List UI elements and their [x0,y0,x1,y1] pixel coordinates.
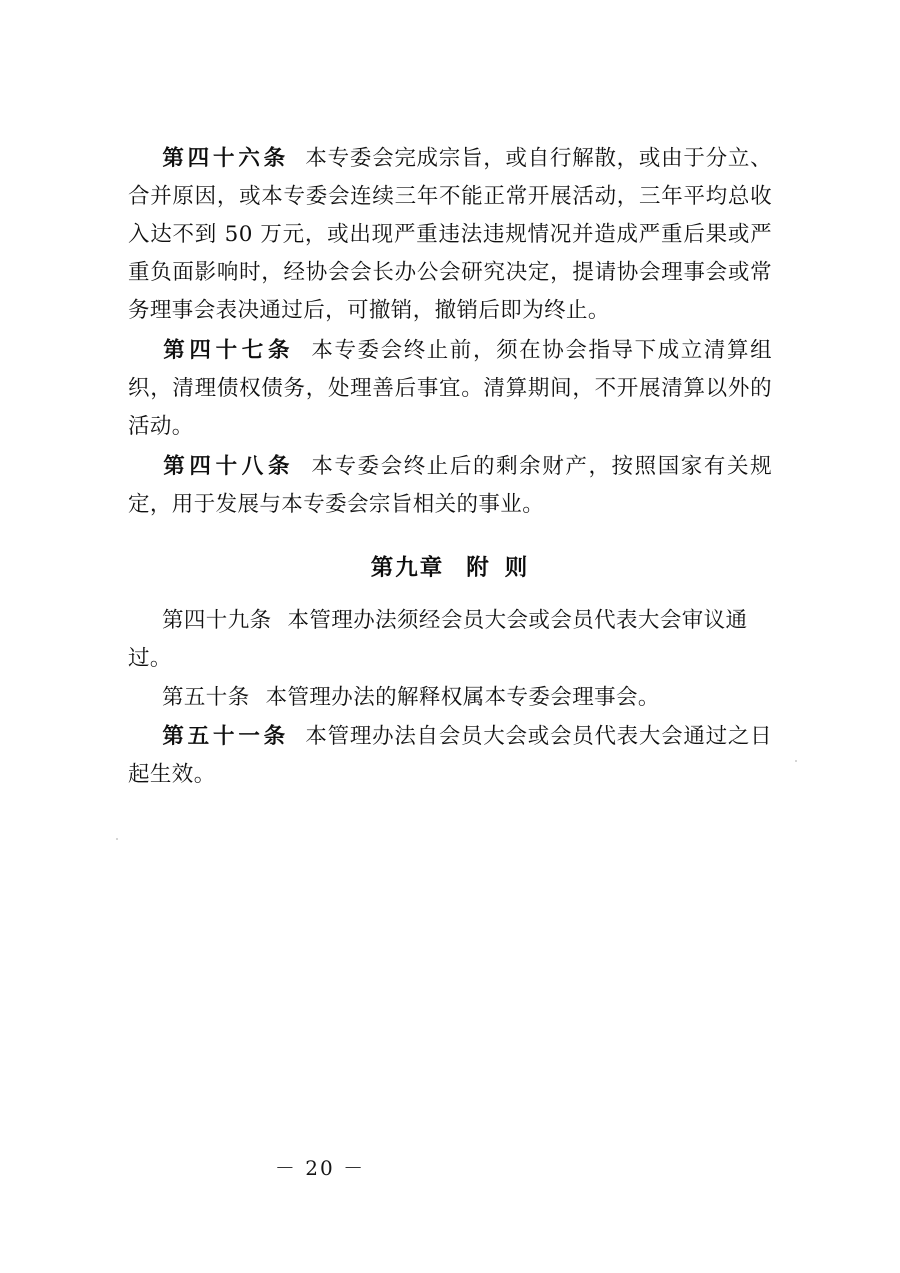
article-body: 本管理办法自会员大会或会员代表大会通过之日起生效。 [128,724,772,787]
page-number [0,1152,900,1181]
article-body: 本专委会终止前，须在协会指导下成立清算组织，清理债权债务，处理善后事宜。清算期间，不开展清算以外的活动。 [128,338,772,439]
article-number: 第四十八条 [162,454,295,479]
paragraph-article-51 [128,718,772,794]
chapter-heading [128,550,772,582]
page-number-text: － 20 － [274,1156,366,1180]
scan-speck [795,760,797,762]
paragraph-article-50 [128,679,772,717]
chapter-number: 第九章 [370,555,445,581]
paragraph-article-47 [128,332,772,446]
scan-speck [116,838,118,840]
chapter-title-char-2: 则 [504,555,530,581]
article-number: 第四十六条 [162,146,290,171]
article-body: 本管理办法的解释权属本专委会理事会。 [265,685,660,710]
article-number: 第四十九条 [162,608,272,633]
article-body: 本专委会完成宗旨，或自行解散，或由于分立、合并原因，或本专委会连续三年不能正常开展活动，三年平均总收入达不到 50 万元，或出现严重违法违规情况并造成严重后果或严重负面影响时，经协会会长办公会研究决定，提请协会理事会或常务理事会表决通过后，可撤销，撤销后即为终止。 [128,146,772,323]
paragraph-article-49 [128,602,772,678]
paragraph-article-46 [128,140,772,330]
article-body: 本管理办法须经会员大会或会员代表大会审议通过。 [128,608,748,671]
article-number: 第五十一条 [162,724,290,749]
paragraph-article-48 [128,448,772,524]
article-body: 本专委会终止后的剩余财产，按照国家有关规定，用于发展与本专委会宗旨相关的事业。 [128,454,772,517]
article-number: 第四十七条 [162,338,295,363]
chapter-title-char-1: 附 [466,555,491,581]
article-number: 第五十条 [162,685,250,710]
